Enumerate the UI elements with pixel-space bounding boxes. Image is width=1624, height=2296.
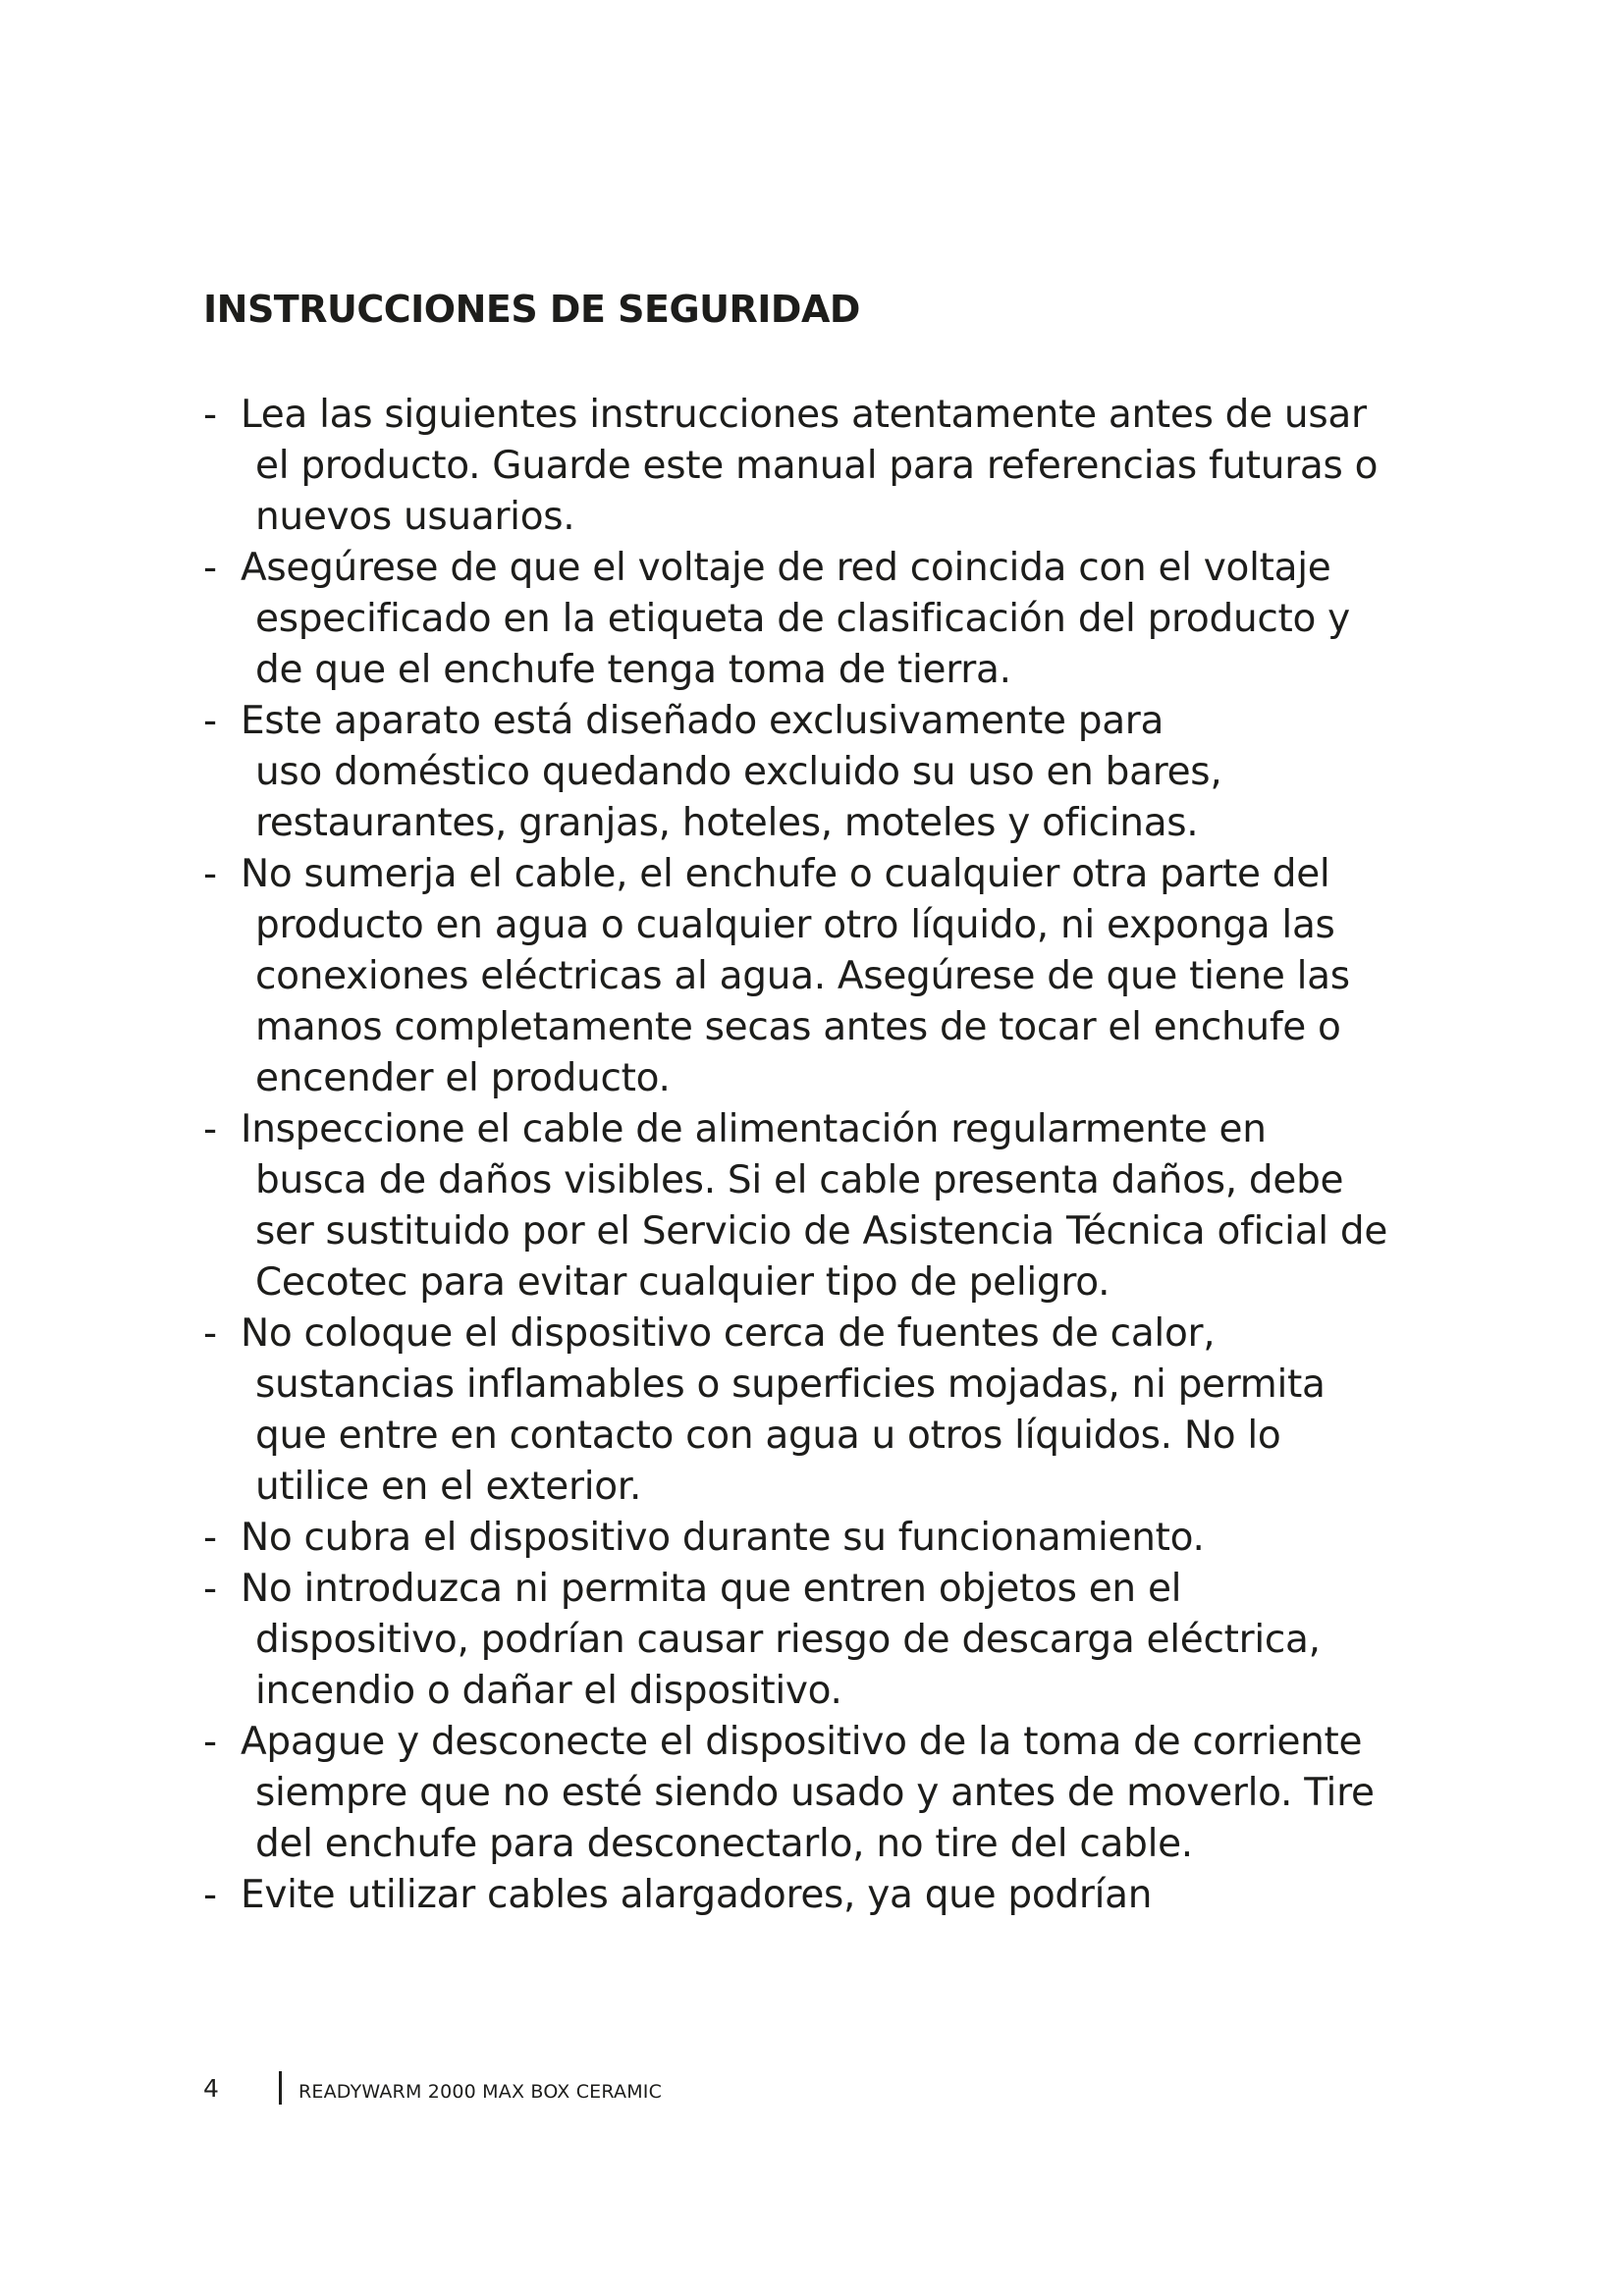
footer-divider bbox=[279, 2071, 282, 2105]
instruction-text-line: el producto. Guarde este manual para referencias futuras o bbox=[255, 444, 1379, 488]
instruction-text-line: conexiones eléctricas al agua. Asegúrese de que tiene las bbox=[255, 954, 1350, 998]
bullet-dash: - bbox=[203, 1567, 218, 1611]
instruction-text-line: que entre en contacto con agua u otros líquidos. No lo bbox=[255, 1414, 1281, 1458]
instruction-item bbox=[203, 1717, 1480, 1870]
instruction-text-line: Este aparato está diseñado exclusivamente para bbox=[241, 699, 1164, 743]
instruction-text-line: encender el producto. bbox=[255, 1056, 671, 1100]
instruction-text-line: No introduzca ni permita que entren objetos en el bbox=[241, 1567, 1182, 1611]
instruction-item bbox=[203, 1308, 1480, 1513]
bullet-dash: - bbox=[203, 1873, 218, 1917]
instruction-item bbox=[203, 1104, 1480, 1308]
page-number: 4 bbox=[203, 2074, 219, 2103]
instruction-text-line: del enchufe para desconectarlo, no tire del cable. bbox=[255, 1822, 1193, 1866]
instruction-text-line: siempre que no esté siendo usado y antes de moverlo. Tire bbox=[255, 1771, 1375, 1815]
bullet-dash: - bbox=[203, 852, 218, 896]
instruction-item bbox=[203, 1564, 1480, 1717]
instruction-text-line: busca de daños visibles. Si el cable presenta daños, debe bbox=[255, 1158, 1344, 1202]
instruction-text-line: Inspeccione el cable de alimentación regularmente en bbox=[241, 1107, 1267, 1151]
instruction-text-line: Evite utilizar cables alargadores, ya que podrían bbox=[241, 1873, 1153, 1917]
bullet-dash: - bbox=[203, 1516, 218, 1560]
instruction-text-line: nuevos usuarios. bbox=[255, 495, 575, 539]
instruction-item bbox=[203, 1870, 1480, 1921]
bullet-dash: - bbox=[203, 1107, 218, 1151]
instruction-text-line: incendio o dañar el dispositivo. bbox=[255, 1669, 842, 1713]
instruction-text-line: uso doméstico quedando excluido su uso en bares, bbox=[255, 750, 1222, 794]
instruction-text-line: dispositivo, podrían causar riesgo de descarga eléctrica, bbox=[255, 1618, 1321, 1662]
instruction-text-line: sustancias inflamables o superficies mojadas, ni permita bbox=[255, 1362, 1326, 1407]
instruction-text-line: ser sustituido por el Servicio de Asistencia Técnica oficial de bbox=[255, 1209, 1388, 1254]
instruction-text-line: Asegúrese de que el voltaje de red coincida con el voltaje bbox=[241, 546, 1331, 590]
bullet-dash: - bbox=[203, 1311, 218, 1356]
instruction-text-line: utilice en el exterior. bbox=[255, 1465, 642, 1509]
instruction-item bbox=[203, 543, 1480, 696]
instruction-item bbox=[203, 696, 1480, 849]
instruction-text-line: manos completamente secas antes de tocar el enchufe o bbox=[255, 1005, 1341, 1049]
instruction-text-line: Apague y desconecte el dispositivo de la toma de corriente bbox=[241, 1720, 1363, 1764]
bullet-dash: - bbox=[203, 1720, 218, 1764]
footer-product-name: READYWARM 2000 MAX BOX CERAMIC bbox=[298, 2081, 663, 2103]
instruction-item bbox=[203, 1513, 1480, 1564]
instruction-item bbox=[203, 849, 1480, 1104]
bullet-dash: - bbox=[203, 699, 218, 743]
instruction-text-line: Cecotec para evitar cualquier tipo de peligro. bbox=[255, 1260, 1110, 1305]
instruction-text-line: No cubra el dispositivo durante su funcionamiento. bbox=[241, 1516, 1205, 1560]
instruction-item bbox=[203, 390, 1480, 543]
bullet-dash: - bbox=[203, 546, 218, 590]
instruction-text-line: Lea las siguientes instrucciones atentamente antes de usar bbox=[241, 393, 1367, 437]
instruction-text-line: No sumerja el cable, el enchufe o cualquier otra parte del bbox=[241, 852, 1330, 896]
page-title: INSTRUCCIONES DE SEGURIDAD bbox=[203, 288, 860, 331]
instruction-text-line: producto en agua o cualquier otro líquido, ni exponga las bbox=[255, 903, 1335, 947]
instruction-text-line: especificado en la etiqueta de clasificación del producto y bbox=[255, 597, 1350, 641]
instruction-text-line: restaurantes, granjas, hoteles, moteles y oficinas. bbox=[255, 801, 1199, 845]
safety-instructions-list bbox=[203, 390, 1480, 1921]
instruction-text-line: de que el enchufe tenga toma de tierra. bbox=[255, 648, 1011, 692]
instruction-text-line: No coloque el dispositivo cerca de fuentes de calor, bbox=[241, 1311, 1216, 1356]
bullet-dash: - bbox=[203, 393, 218, 437]
